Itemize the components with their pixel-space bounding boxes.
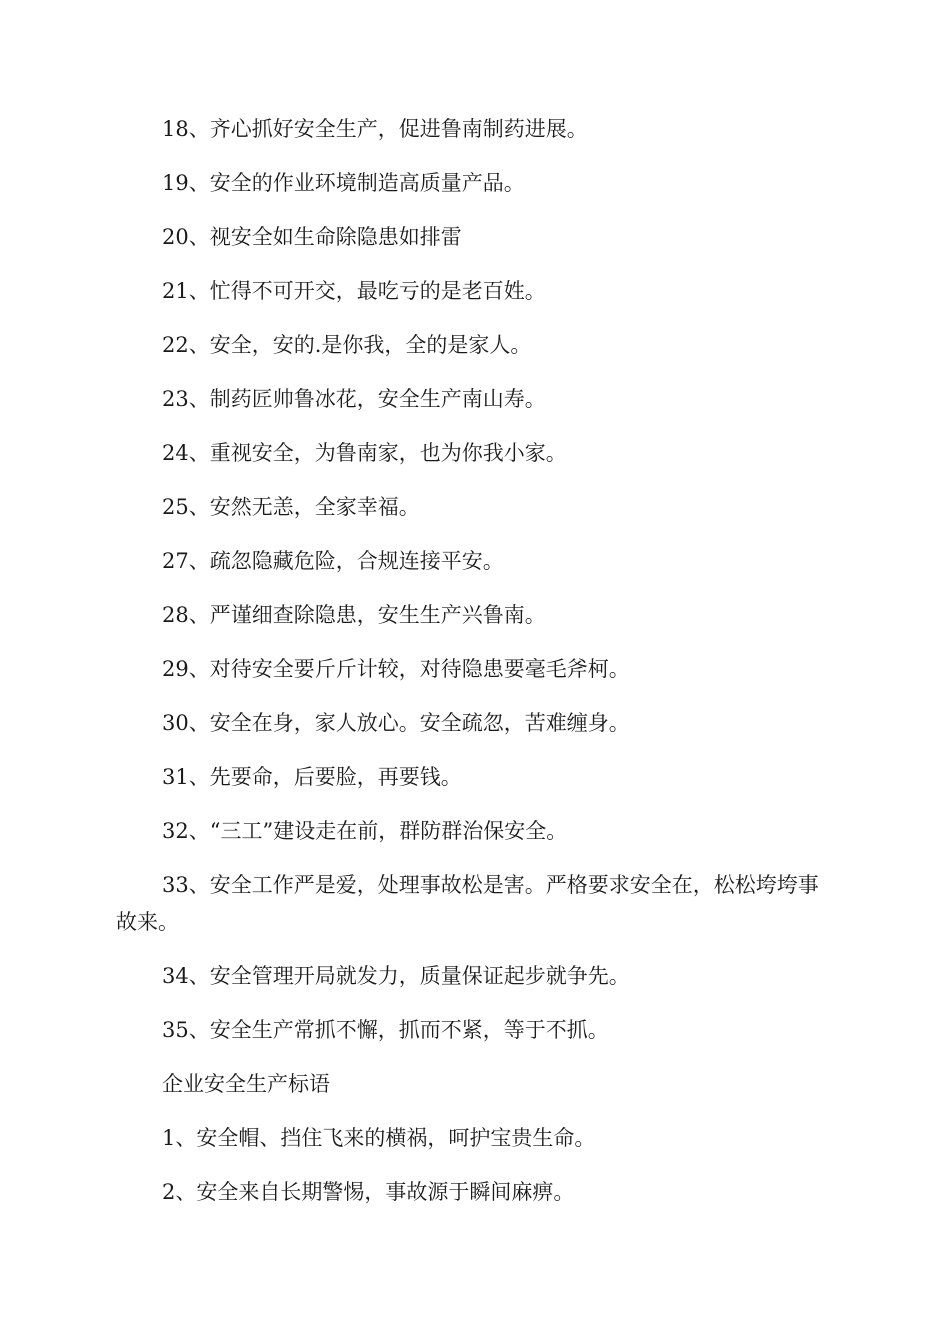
paragraph-20: 20、视安全如生命除隐患如排雷 — [162, 225, 462, 249]
paragraph-22: 22、安全，安的.是你我，全的是家人。 — [162, 333, 532, 357]
paragraph-32: 32、“三工”建设走在前，群防群治保安全。 — [162, 819, 568, 843]
paragraph-25: 25、安然无恙，全家幸福。 — [162, 495, 420, 519]
paragraph-1: 1、安全帽、挡住飞来的横祸，呵护宝贵生命。 — [162, 1126, 596, 1150]
section-heading: 企业安全生产标语 — [162, 1072, 330, 1096]
paragraph-21: 21、忙得不可开交，最吃亏的是老百姓。 — [162, 279, 546, 303]
paragraph-34: 34、安全管理开局就发力，质量保证起步就争先。 — [162, 964, 630, 988]
paragraph-2: 2、安全来自长期警惕，事故源于瞬间麻痹。 — [162, 1180, 575, 1204]
paragraph-27: 27、疏忽隐藏危险，合规连接平安。 — [162, 549, 504, 573]
paragraph-33: 33、安全工作严是爱，处理事故松是害。严格要求安全在，松松垮垮事故来。 — [116, 873, 819, 934]
paragraph-35: 35、安全生产常抓不懈，抓而不紧，等于不抓。 — [162, 1018, 609, 1042]
paragraph-29: 29、对待安全要斤斤计较，对待隐患要毫毛斧柯。 — [162, 657, 630, 681]
paragraph-28: 28、严谨细查除隐患，安生生产兴鲁南。 — [162, 603, 546, 627]
document-body — [116, 111, 834, 1228]
paragraph-24: 24、重视安全，为鲁南家，也为你我小家。 — [162, 441, 567, 465]
paragraph-18: 18、齐心抓好安全生产，促进鲁南制药进展。 — [162, 117, 588, 141]
paragraph-30: 30、安全在身，家人放心。安全疏忽，苦难缠身。 — [162, 711, 630, 735]
paragraph-31: 31、先要命，后要脸，再要钱。 — [162, 765, 462, 789]
paragraph-19: 19、安全的作业环境制造高质量产品。 — [162, 171, 525, 195]
paragraph-23: 23、制药匠帅鲁冰花，安全生产南山寿。 — [162, 387, 546, 411]
